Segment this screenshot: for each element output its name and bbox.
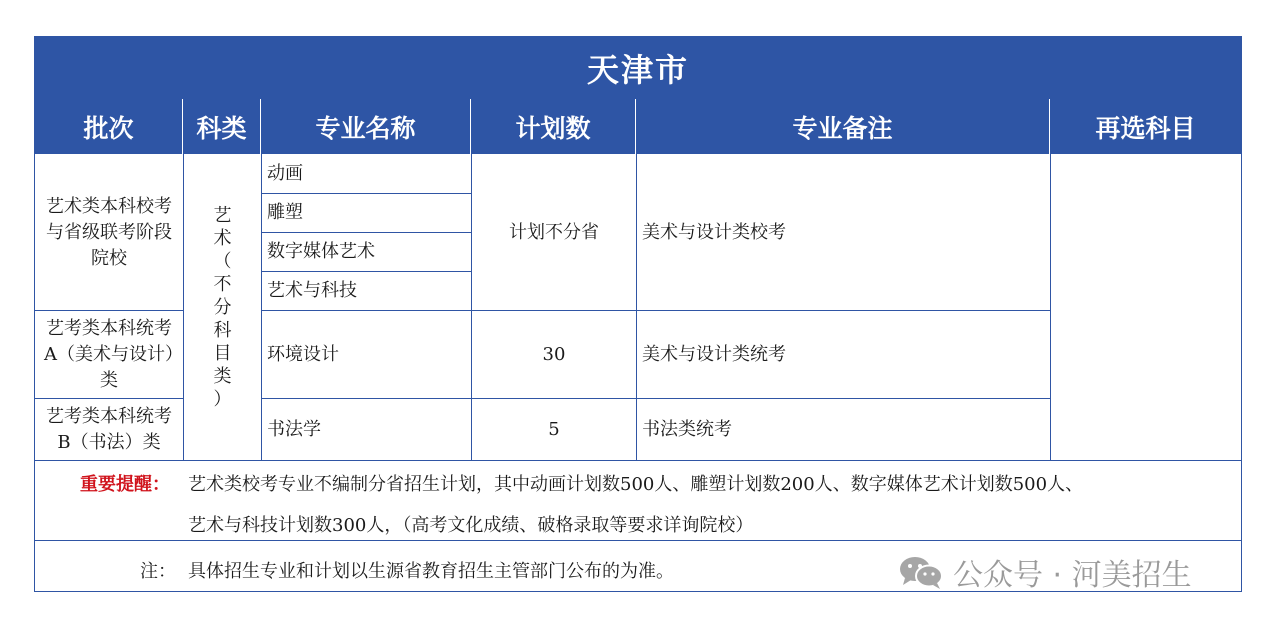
category-char: 类 [213, 365, 232, 387]
watermark-text: 公众号 · 河美招生 [953, 558, 1192, 593]
footnote-label: 注： [140, 561, 176, 582]
notice-line-2: 艺术与科技计划数300人，（高考文化成绩、破格录取等要求详询院校） [188, 515, 754, 536]
category-char: 艺 [213, 204, 232, 226]
category-char: 分 [213, 296, 232, 318]
wechat-icon [897, 554, 945, 590]
batch-cell: 艺考类本科统考A（美术与设计）类 [44, 317, 174, 391]
major-cell: 书法学 [267, 418, 321, 440]
notice-line-1: 艺术类校考专业不编制分省招生计划，其中动画计划数500人、雕塑计划数200人、数字媒体艺术计划数500人、 [188, 474, 1084, 495]
notice-label: 重要提醒： [80, 474, 170, 495]
category-char: 不 [213, 273, 232, 295]
major-cell: 环境设计 [267, 343, 339, 365]
header-category: 科类 [183, 99, 261, 154]
category-char: （ [213, 250, 232, 272]
header-remark: 专业备注 [636, 99, 1050, 154]
header-subjects: 再选科目 [1050, 99, 1241, 154]
remark-cell: 美术与设计类校考 [642, 221, 786, 243]
remark-cell: 美术与设计类统考 [642, 343, 786, 365]
category-char: 术 [213, 227, 232, 249]
grid-line [1050, 154, 1051, 460]
major-cell: 数字媒体艺术 [267, 241, 375, 262]
category-char: 目 [213, 342, 232, 364]
plan-cell: 30 [542, 343, 566, 365]
category-char: ） [213, 388, 232, 410]
plan-cell: 5 [548, 418, 560, 440]
header-plan: 计划数 [471, 99, 636, 154]
grid-line [35, 540, 1241, 541]
category-cell [184, 154, 261, 460]
plan-cell: 计划不分省 [509, 221, 599, 243]
footnote-text: 具体招生专业和计划以生源省教育招生主管部门公布的为准。 [188, 561, 674, 582]
category-char: 科 [213, 319, 232, 341]
watermark [897, 550, 1192, 594]
remark-cell: 书法类统考 [642, 418, 732, 440]
major-cell: 雕塑 [267, 202, 303, 223]
header-major: 专业名称 [261, 99, 471, 154]
header-batch: 批次 [35, 99, 183, 154]
batch-cell: 艺术类本科校考与省级联考阶段院校 [46, 195, 172, 269]
batch-cell: 艺考类本科统考B（书法）类 [46, 405, 172, 453]
table-title: 天津市 [35, 37, 1241, 99]
grid-line [35, 460, 1241, 461]
major-cell: 艺术与科技 [267, 280, 357, 301]
major-cell: 动画 [267, 163, 303, 184]
